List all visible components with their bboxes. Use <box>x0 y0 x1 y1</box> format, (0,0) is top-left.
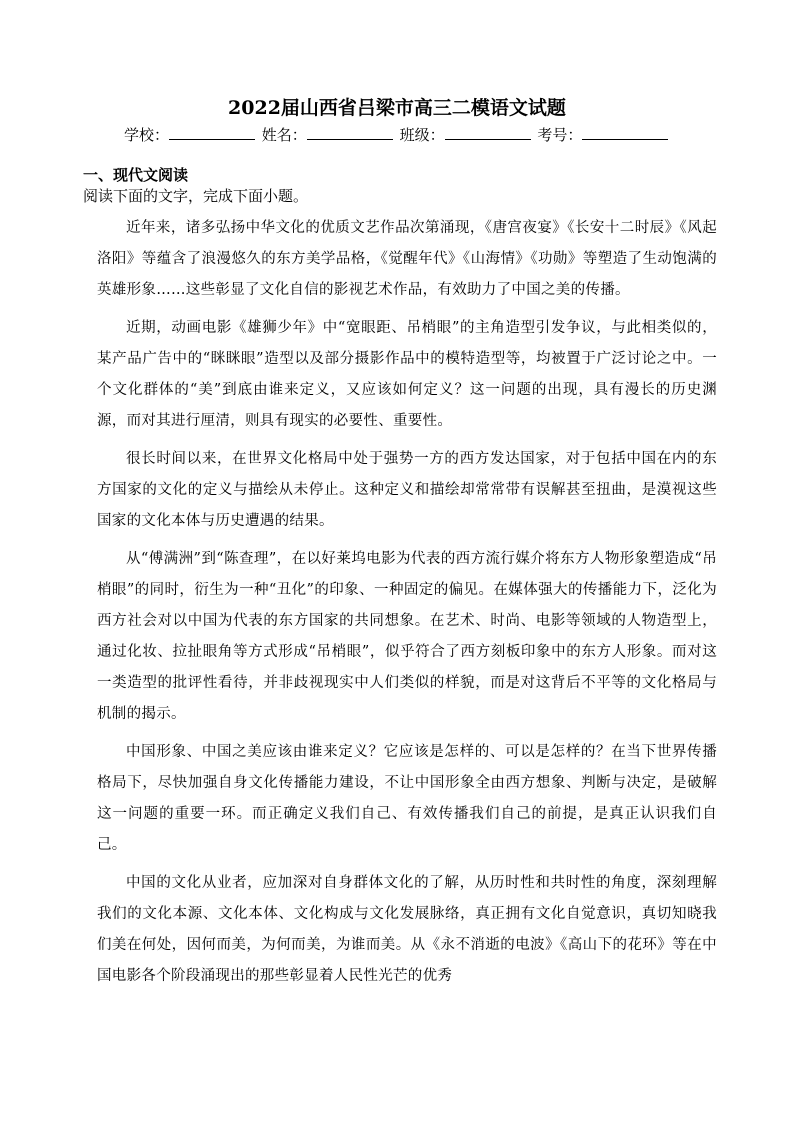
section-instruction: 阅读下面的文字，完成下面小题。 <box>83 187 309 205</box>
passage-paragraph: 中国形象、中国之美应该由谁来定义？它应该是怎样的、可以是怎样的？在当下世界传播格局下，尽快加强自身文化传播能力建设，不让中国形象全由西方想象、判断与决定，是破解这一问题的重要一环。而正确定义我们自己、有效传播我们自己的前提，是真正认识我们自己。 <box>97 744 717 853</box>
school-blank <box>169 125 255 140</box>
passage-paragraph: 近年来，诸多弘扬中华文化的优质文艺作品次第涌现，《唐宫夜宴》《长安十二时辰》《风起洛阳》等蕴含了浪漫悠久的东方美学品格，《觉醒年代》《山海情》《功勋》等塑造了生动饱满的英雄形象……这些彰显了文化自信的影视艺术作品，有效助力了中国之美的传播。 <box>97 220 717 298</box>
name-field <box>262 124 395 146</box>
name-blank <box>307 125 393 140</box>
school-label: 学校： <box>124 126 170 144</box>
section-heading: 一、现代文阅读 <box>83 166 189 184</box>
passage-paragraph: 近期，动画电影《雄狮少年》中“宽眼距、吊梢眼”的主角造型引发争议，与此相类似的，某产品广告中的“眯眯眼”造型以及部分摄影作品中的模特造型等，均被置于广泛讨论之中。一个文化群体的“美”到底由谁来定义，又应该如何定义？这一问题的出现，具有漫长的历史渊源，而对其进行厘清，则具有现实的必要性、重要性。 <box>97 320 717 429</box>
student-info-line <box>124 124 684 146</box>
reading-passage <box>97 213 717 999</box>
exam-number-field <box>537 124 670 146</box>
class-blank <box>445 125 531 140</box>
passage-paragraph: 从“傅满洲”到“陈查理”，在以好莱坞电影为代表的西方流行媒介将东方人物形象塑造成“吊梢眼”的同时，衍生为一种“丑化”的印象、一种固定的偏见。在媒体强大的传播能力下，泛化为西方社会对以中国为代表的东方国家的共同想象。在艺术、时尚、电影等领域的人物造型上，通过化妆、拉扯眼角等方式形成“吊梢眼”，似乎符合了西方刻板印象中的东方人形象。而对这一类造型的批评性看待，并非歧视现实中人们类似的样貌，而是对这背后不平等的文化格局与机制的揭示。 <box>97 551 717 722</box>
exam-number-blank <box>582 125 668 140</box>
name-label: 姓名： <box>261 126 307 144</box>
school-field <box>124 124 257 146</box>
passage-paragraph: 中国的文化从业者，应加深对自身群体文化的了解，从历时性和共时性的角度，深刻理解我们的文化本源、文化本体、文化构成与文化发展脉络，真正拥有文化自觉意识，真切知晓我们美在何处，因何而美，为何而美，为谁而美。从《永不消逝的电波》《高山下的花环》等在中国电影各个阶段涌现出的那些彰显着人民性光芒的优秀 <box>97 875 717 984</box>
class-label: 班级： <box>399 126 445 144</box>
exam-number-label: 考号： <box>537 126 583 144</box>
class-field <box>400 124 533 146</box>
document-title: 2022届山西省吕梁市高三二模语文试题 <box>228 97 566 119</box>
passage-paragraph: 很长时间以来，在世界文化格局中处于强势一方的西方发达国家，对于包括中国在内的东方国家的文化的定义与描绘从未停止。这种定义和描绘却常常带有误解甚至扭曲，是漠视这些国家的文化本体与历史遭遇的结果。 <box>97 451 717 529</box>
